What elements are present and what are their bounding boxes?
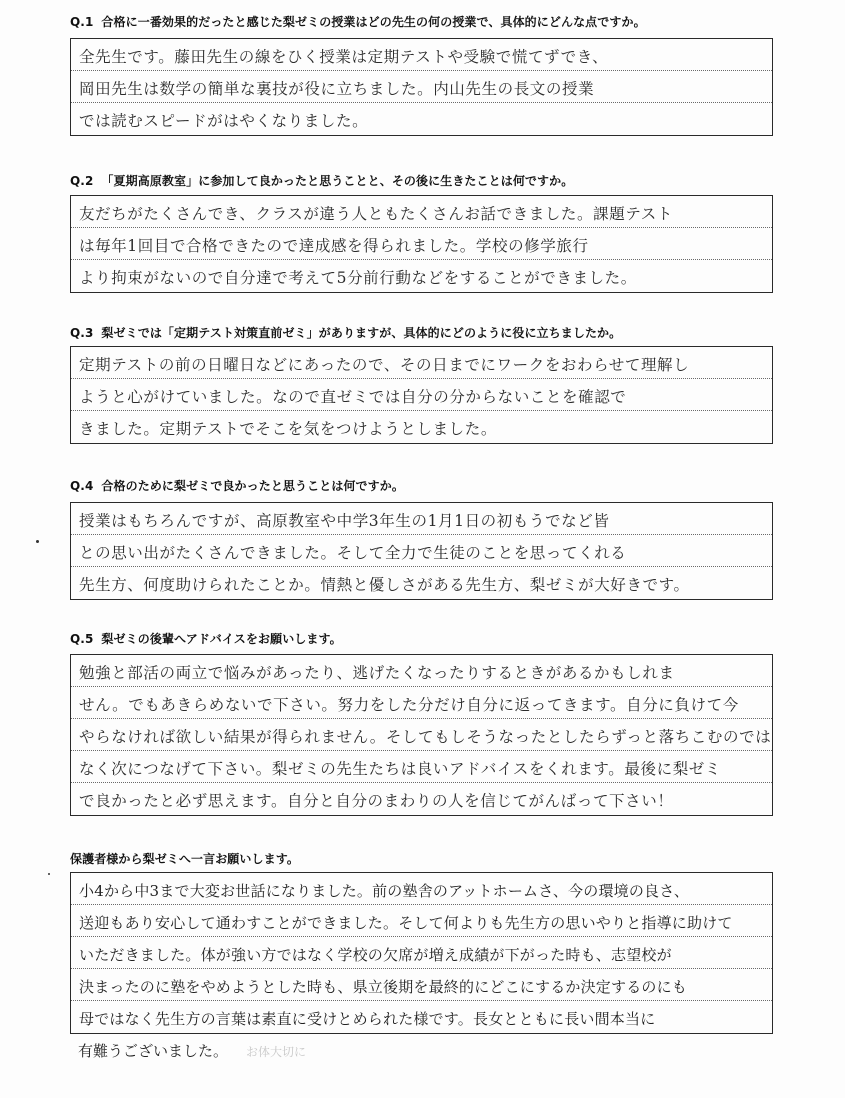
question-5-number: Q.5 xyxy=(70,632,94,646)
answer-line: では読むスピードがはやくなりました。 xyxy=(79,112,369,130)
answer-line: ようと心がけていました。なので直ゼミでは自分の分からないことを確認で xyxy=(71,379,772,411)
question-5-text: 梨ゼミの後輩へアドバイスをお願いします。 xyxy=(101,632,342,646)
question-2-number: Q.2 xyxy=(70,174,94,188)
question-5-answer-box xyxy=(70,654,773,816)
question-1-answer-box xyxy=(70,38,773,136)
stray-dot xyxy=(36,540,39,543)
question-3-heading xyxy=(70,324,621,341)
question-1-text: 合格に一番効果的だったと感じた梨ゼミの授業はどの先生の何の授業で、具体的にどんな点ですか。 xyxy=(101,15,646,29)
answer-line: 小4から中3まで大変お世話になりました。前の塾舎のアットホームさ、今の環境の良さ、 xyxy=(71,873,772,905)
answer-line: やらなければ欲しい結果が得られません。そしてもしそうなったとしたらずっと落ちこむのでは xyxy=(71,719,772,751)
faint-erased-text: お体大切に xyxy=(246,1045,307,1059)
parent-closing-text: 有難うございました。 xyxy=(78,1042,229,1060)
question-1-number: Q.1 xyxy=(70,15,94,29)
answer-line: なく次につなげて下さい。梨ゼミの先生たちは良いアドバイスをくれます。最後に梨ゼミ xyxy=(71,751,772,783)
question-3-answer-box xyxy=(70,346,773,444)
answer-line: より拘束がないので自分達で考えて5分前行動などをすることができました。 xyxy=(79,269,637,287)
answer-line: 決まったのに塾をやめようとした時も、県立後期を最終的にどこにするか決定するのにも xyxy=(71,969,772,1001)
question-1-heading xyxy=(70,13,646,30)
stray-dot xyxy=(48,873,50,875)
question-2-answer-box xyxy=(70,195,773,293)
answer-line: 母ではなく先生方の言葉は素直に受けとめられた様です。長女とともに長い間本当に xyxy=(79,1010,656,1028)
question-5-heading xyxy=(70,630,342,647)
answer-line: 友だちがたくさんでき、クラスが違う人ともたくさんお話できました。課題テスト xyxy=(71,196,772,228)
question-4-answer-box xyxy=(70,502,773,600)
answer-line: 先生方、何度助けられたことか。情熱と優しさがある先生方、梨ゼミが大好きです。 xyxy=(79,576,690,594)
answer-line: で良かったと必ず思えます。自分と自分のまわりの人を信じてがんばって下さい！ xyxy=(79,792,674,810)
answer-line: せん。でもあきらめないで下さい。努力をした分だけ自分に返ってきます。自分に負けて今 xyxy=(71,687,772,719)
question-2-heading xyxy=(70,172,573,189)
answer-line: 岡田先生は数学の簡単な裏技が役に立ちました。内山先生の長文の授業 xyxy=(71,71,772,103)
answer-line: きました。定期テストでそこを気をつけようとしました。 xyxy=(79,420,497,438)
answer-line: 定期テストの前の日曜日などにあったので、その日までにワークをおわらせて理解し xyxy=(71,347,772,379)
answer-line: 授業はもちろんですが、高原教室や中学3年生の1月1日の初もうでなど皆 xyxy=(71,503,772,535)
parent-closing-line xyxy=(78,1040,306,1061)
answer-line: との思い出がたくさんできました。そして全力で生徒のことを思ってくれる xyxy=(71,535,772,567)
question-3-number: Q.3 xyxy=(70,326,94,340)
parent-section-heading: 保護者様から梨ゼミへ一言お願いします。 xyxy=(70,852,299,866)
question-2-text: 「夏期高原教室」に参加して良かったと思うことと、その後に生きたことは何ですか。 xyxy=(101,174,574,188)
question-4-number: Q.4 xyxy=(70,479,94,493)
answer-line: いただきました。体が強い方ではなく学校の欠席が増え成績が下がった時も、志望校が xyxy=(71,937,772,969)
answer-line: 勉強と部活の両立で悩みがあったり、逃げたくなったりするときがあるかもしれま xyxy=(71,655,772,687)
question-4-heading xyxy=(70,477,404,494)
answer-line: 全先生です。藤田先生の線をひく授業は定期テストや受験で慌てずでき、 xyxy=(71,39,772,71)
answer-line: 送迎もあり安心して通わすことができました。そして何よりも先生方の思いやりと指導に助けて xyxy=(71,905,772,937)
parent-answer-box xyxy=(70,872,773,1034)
answer-line: は毎年1回目で合格できたので達成感を得られました。学校の修学旅行 xyxy=(71,228,772,260)
question-3-text: 梨ゼミでは「定期テスト対策直前ゼミ」がありますが、具体的にどのように役に立ちましたか。 xyxy=(101,326,622,340)
question-4-text: 合格のために梨ゼミで良かったと思うことは何ですか。 xyxy=(101,479,404,493)
